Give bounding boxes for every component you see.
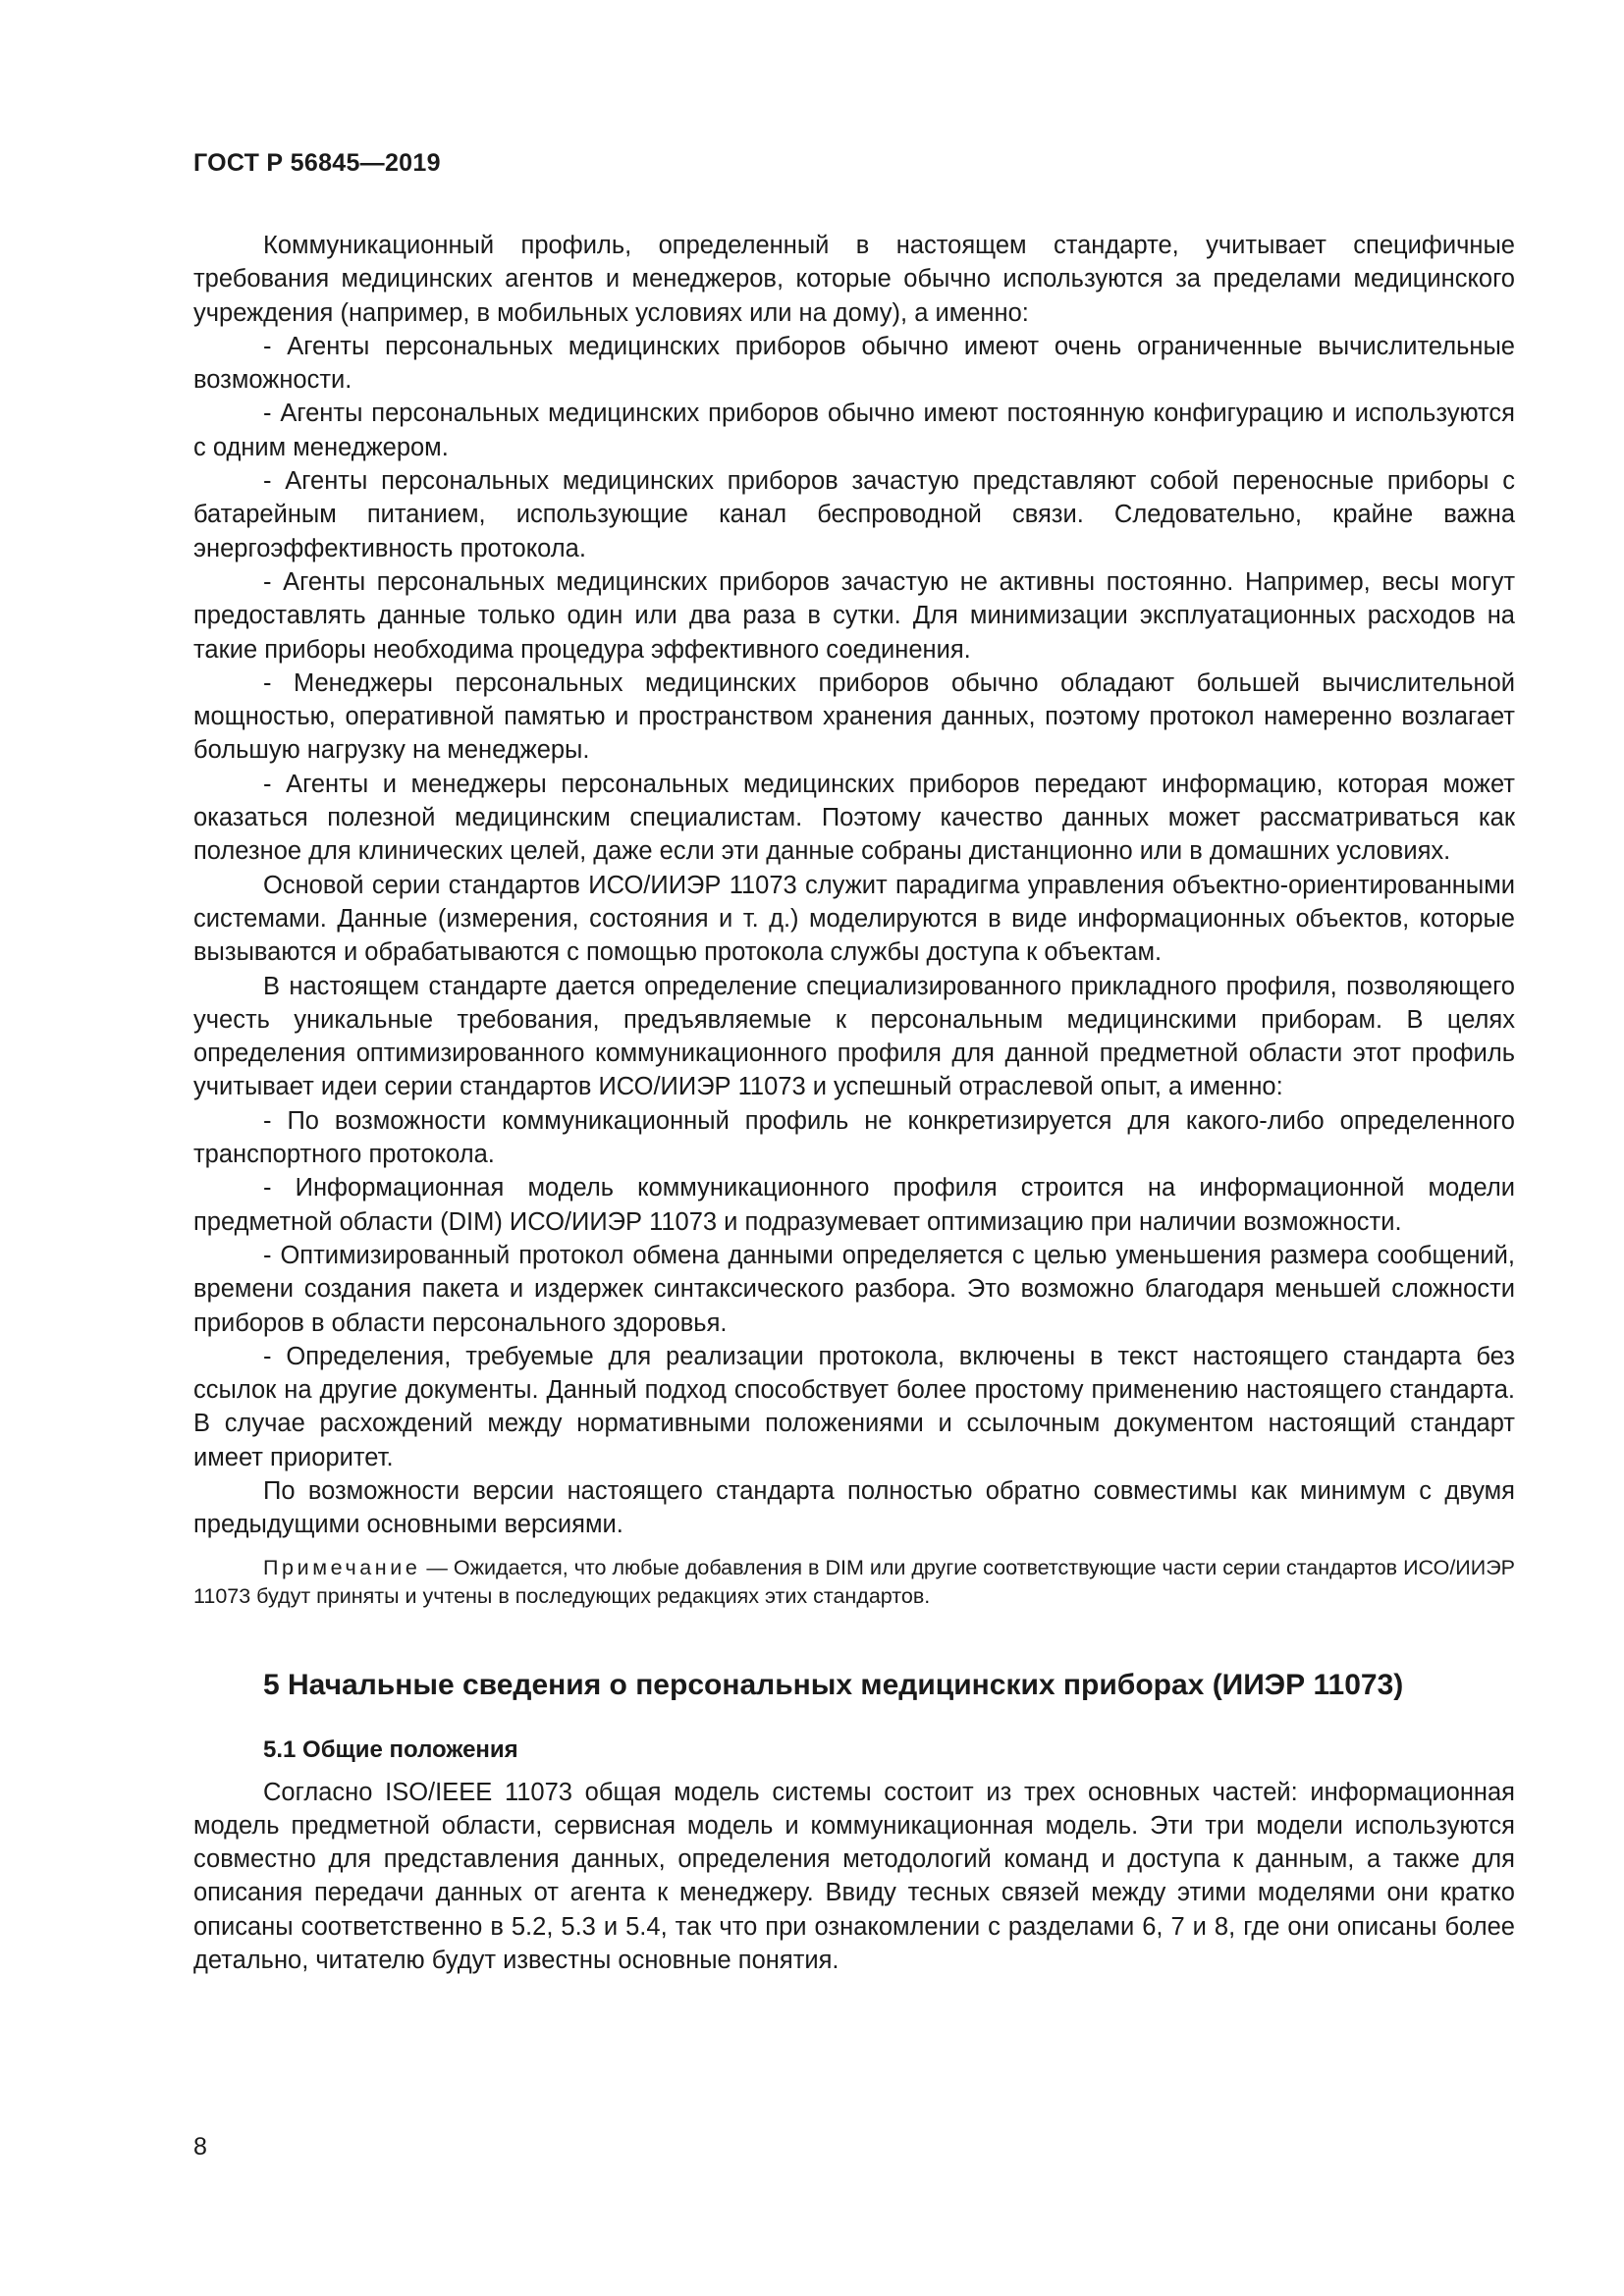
document-header: ГОСТ Р 56845—2019: [193, 149, 441, 177]
paragraph: По возможности версии настоящего стандарта полностью обратно совместимы как минимум с двумя предыдущими основными версиями.: [193, 1476, 1515, 1539]
list-item: - Информационная модель коммуникационного профиля строится на информационной модели предметной области (DIM) ИСО/ИИЭР 11073 и подразумевает оптимизацию при наличии возможности.: [193, 1174, 1515, 1236]
page-number: 8: [193, 2133, 207, 2161]
note: [193, 1554, 1515, 1611]
section-heading: 5 Начальные сведения о персональных медицинских приборах (ИИЭР 11073): [263, 1668, 1404, 1701]
note-label: Примечание: [263, 1555, 421, 1579]
subsection-heading: 5.1 Общие положения: [263, 1735, 518, 1763]
list-item: - Оптимизированный протокол обмена данными определяется с целью уменьшения размера сообщений, времени создания пакета и издержек синтаксического разбора. Это возможно благодаря меньшей сложности приборов в области персонального здоровья.: [193, 1241, 1515, 1337]
list-item: - Агенты персональных медицинских приборов обычно имеют очень ограниченные вычислительные возможности.: [193, 332, 1515, 395]
list-item: - Агенты персональных медицинских приборов обычно имеют постоянную конфигурацию и используются с одним менеджером.: [193, 400, 1515, 461]
list-item: - Определения, требуемые для реализации протокола, включены в текст настоящего стандарта без ссылок на другие документы. Данный подход способствует более простому применению настоящего стандарта. В случае расхождений между нормативными положениями и ссылочным документом настоящий стандарт имеет приоритет.: [193, 1342, 1515, 1471]
list-item: - Менеджеры персональных медицинских приборов обычно обладают большей вычислительной мощностью, оперативной памятью и пространством хранения данных, поэтому протокол намеренно возлагает большую нагрузку на менеджеры.: [193, 668, 1515, 765]
list-item: - Агенты персональных медицинских приборов зачастую не активны постоянно. Например, весы могут предоставлять данные только один или два раза в сутки. Для минимизации эксплуатационных расходов на такие приборы необходима процедура эффективного соединения.: [193, 567, 1515, 664]
document-body: [193, 229, 1515, 1977]
paragraph: Коммуникационный профиль, определенный в настоящем стандарте, учитывает специфичные требования медицинских агентов и менеджеров, которые обычно используются за пределами медицинского учреждения (например, в мобильных условиях или на дому), а именно:: [193, 232, 1515, 327]
list-item: - Агенты и менеджеры персональных медицинских приборов передают информацию, которая может оказаться полезной медицинским специалистам. Поэтому качество данных может рассматриваться как полезное для клинических целей, даже если эти данные собраны дистанционно или в домашних условиях.: [193, 770, 1515, 866]
list-item: - По возможности коммуникационный профиль не конкретизируется для какого-либо определенного транспортного протокола.: [193, 1106, 1515, 1169]
list-item: - Агенты персональных медицинских приборов зачастую представляют собой переносные приборы с батарейным питанием, использующие канал беспроводной связи. Следовательно, крайне важна энергоэффективность протокола.: [193, 467, 1515, 562]
note-text: — Ожидается, что любые добавления в DIM или другие соответствующие части серии стандартов ИСО/ИИЭР 11073 будут приняты и учтены в последующих редакциях этих стандартов.: [193, 1555, 1515, 1608]
paragraph: Согласно ISO/IEEE 11073 общая модель системы состоит из трех основных частей: информационная модель предметной области, сервисная модель и коммуникационная модель. Эти три модели используются совместно для представления данных, определения методологий команд и доступа к данным, а также для описания передачи данных от агента к менеджеру. Ввиду тесных связей между этими моделями они кратко описаны соответственно в 5.2, 5.3 и 5.4, так что при ознакомлении с разделами 6, 7 и 8, где они описаны более детально, читателю будут известны основные понятия.: [193, 1778, 1515, 1975]
paragraph: Основой серии стандартов ИСО/ИИЭР 11073 служит парадигма управления объектно-ориентированными системами. Данные (измерения, состояния и т. д.) моделируются в виде информационных объектов, которые вызываются и обрабатываются с помощью протокола службы доступа к объектам.: [193, 871, 1515, 967]
paragraph: В настоящем стандарте дается определение специализированного прикладного профиля, позволяющего учесть уникальные требования, предъявляемые к персональным медицинскими приборам. В целях определения оптимизированного коммуникационного профиля для данной предметной области этот профиль учитывает идеи серии стандартов ИСО/ИИЭР 11073 и успешный отраслевой опыт, а именно:: [193, 972, 1515, 1101]
